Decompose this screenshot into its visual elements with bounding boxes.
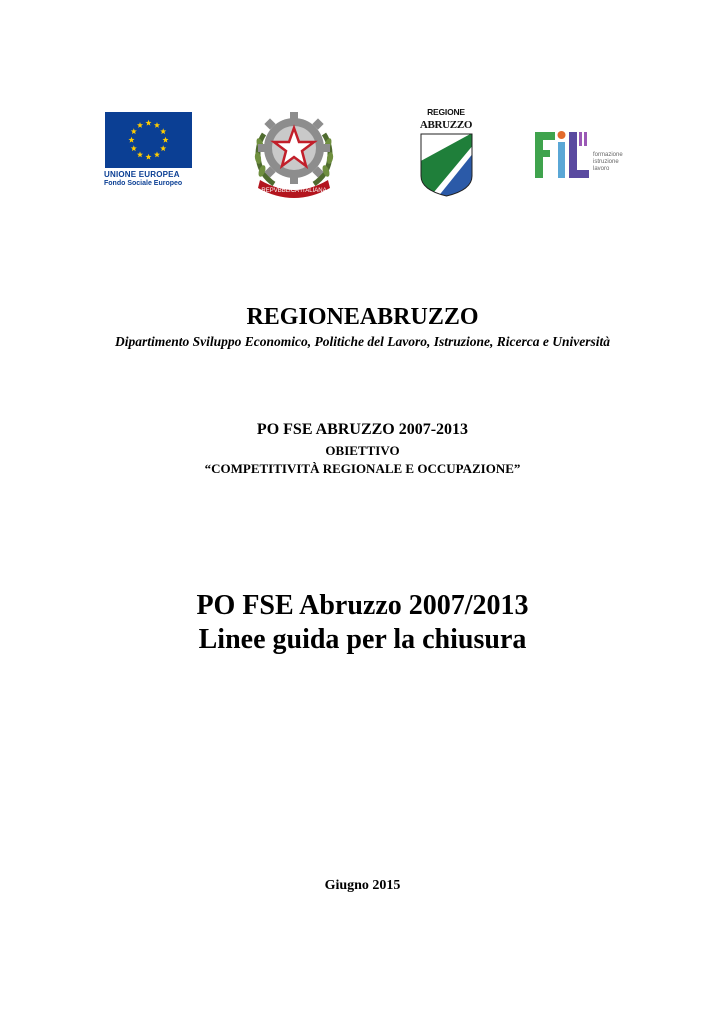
eu-star-icon (154, 122, 160, 128)
objective-text: “COMPETITIVITÀ REGIONALE E OCCUPAZIONE” (204, 461, 521, 476)
eu-logo-line1: UNIONE EUROPEA (104, 170, 180, 179)
regione-logo-line2: ABRUZZO (419, 119, 473, 131)
eu-flag-icon (105, 112, 192, 168)
objective-label: OBIETTIVO (325, 443, 400, 458)
regione-logo-line1: REGIONE (427, 107, 465, 117)
eu-logo-line2: Fondo Sociale Europeo (104, 180, 183, 187)
document-title-line1: PO FSE Abruzzo 2007/2013 (196, 590, 529, 621)
eu-star-icon (145, 154, 151, 160)
eu-star-icon (162, 137, 168, 143)
eu-logo (104, 112, 194, 190)
document-title-line2: Linee guida per la chiusura (198, 624, 527, 655)
fil-logo (533, 128, 628, 184)
eu-star-icon (154, 152, 160, 158)
eu-star-icon (131, 145, 137, 151)
fil-sub-line3: lavoro (593, 166, 610, 172)
program-title: PO FSE ABRUZZO 2007-2013 (256, 421, 469, 438)
emblem-ribbon-text: REPVBBLICA ITALIANA (261, 188, 327, 194)
document-date: Giugno 2015 (324, 878, 401, 893)
eu-star-icon (160, 145, 166, 151)
logo-bar (0, 0, 725, 210)
eu-star-icon (137, 152, 143, 158)
eu-star-icon (145, 120, 151, 126)
regione-abruzzo-logo (416, 107, 476, 199)
eu-star-icon (131, 128, 137, 134)
region-title: REGIONEABRUZZO (246, 304, 479, 330)
eu-star-icon (160, 128, 166, 134)
fil-sub-line2: istruzione (593, 159, 619, 165)
regione-shield-icon (419, 132, 474, 198)
fil-letters-icon (533, 128, 593, 182)
eu-star-icon (137, 122, 143, 128)
fil-sub-line1: formazione (593, 152, 623, 158)
department-subtitle: Dipartimento Sviluppo Economico, Politiche del Lavoro, Istruzione, Ricerca e Università (115, 334, 610, 349)
eu-star-icon (128, 137, 134, 143)
emblem-repubblica-italiana-icon (250, 104, 338, 198)
